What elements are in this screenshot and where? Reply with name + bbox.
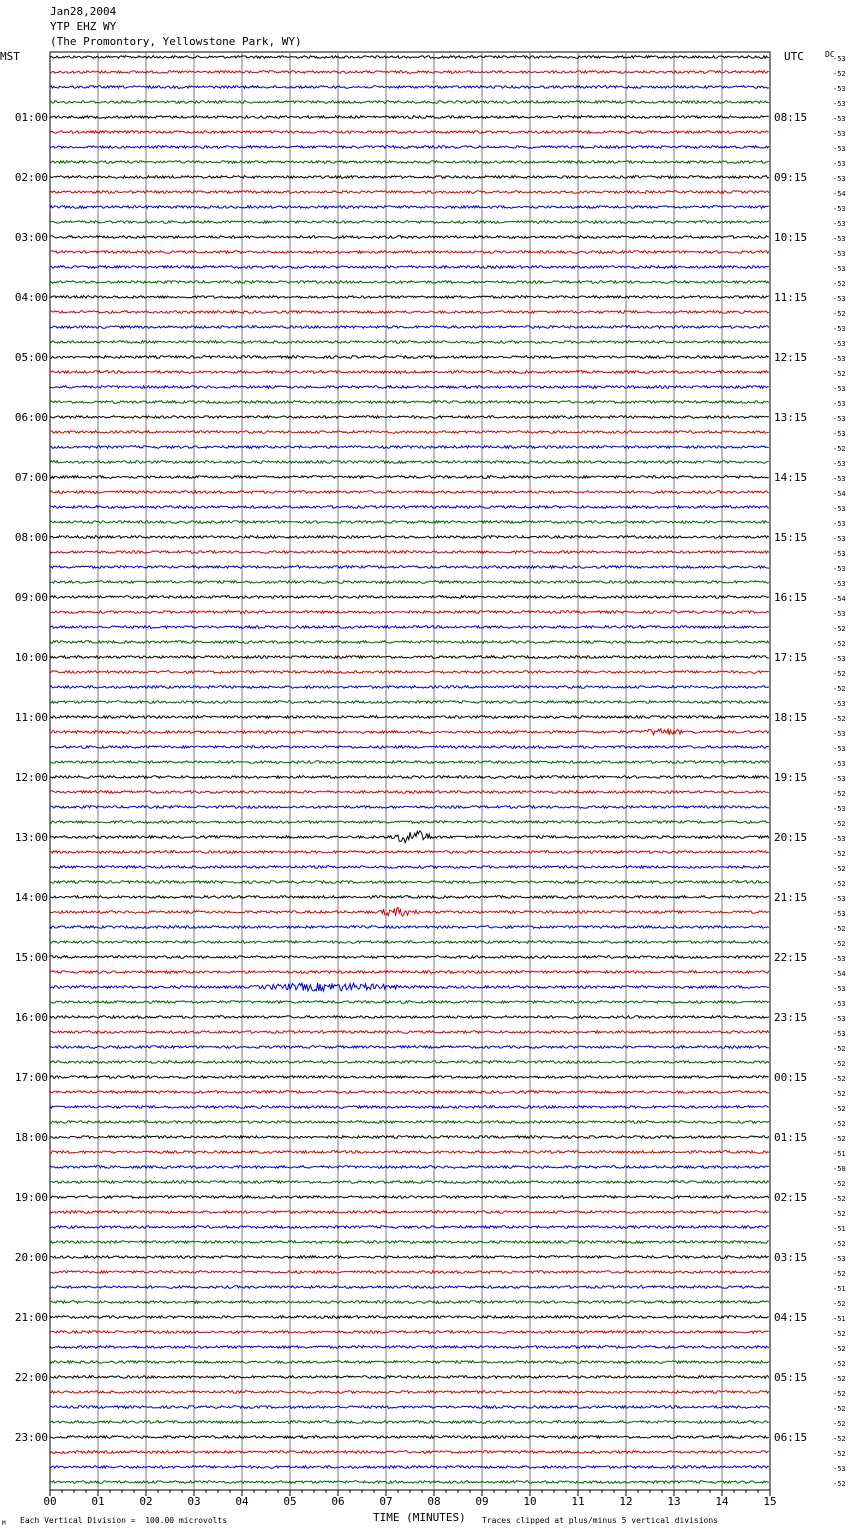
x-tick-label: 08 [427, 1495, 441, 1508]
dc-value: -53 [833, 205, 846, 213]
x-tick-label: 12 [619, 1495, 633, 1508]
dc-value: -52 [833, 625, 846, 633]
x-tick-label: 10 [523, 1495, 537, 1508]
seismic-trace [50, 371, 769, 374]
seismic-trace [50, 1406, 769, 1409]
dc-value: -53 [833, 1465, 846, 1473]
dc-value: -53 [833, 550, 846, 558]
right-hour-label: 06:15 [774, 1431, 808, 1444]
seismic-trace [50, 56, 769, 59]
right-hour-label: 20:15 [774, 831, 808, 844]
seismic-trace [50, 1316, 769, 1319]
dc-value: -52 [833, 1135, 846, 1143]
dc-value: -52 [833, 280, 846, 288]
seismic-trace [50, 1376, 769, 1379]
x-tick-label: 11 [571, 1495, 585, 1508]
dc-value: -53 [833, 610, 846, 618]
seismic-trace [50, 101, 769, 104]
seismic-trace [50, 776, 769, 779]
seismic-trace [50, 356, 769, 359]
left-hour-label: 22:00 [14, 1371, 48, 1384]
dc-value: -52 [833, 1210, 846, 1218]
seismic-trace [50, 1001, 769, 1004]
dc-value: -52 [833, 820, 846, 828]
dc-value: -52 [833, 1360, 846, 1368]
dc-value: -50 [833, 1165, 846, 1173]
chart-date: Jan28,2004 [50, 5, 117, 18]
dc-value: -52 [833, 850, 846, 858]
seismic-trace [50, 206, 769, 209]
right-hour-label: 03:15 [774, 1251, 808, 1264]
dc-value: -53 [833, 475, 846, 483]
right-hour-label: 18:15 [774, 711, 808, 724]
seismic-trace [50, 866, 769, 869]
dc-value: -53 [833, 355, 846, 363]
right-hour-label: 19:15 [774, 771, 808, 784]
right-hour-label: 04:15 [774, 1311, 808, 1324]
seismic-trace [50, 791, 769, 794]
dc-value: -53 [833, 520, 846, 528]
dc-value: -51 [833, 1225, 846, 1233]
x-tick-label: 13 [667, 1495, 681, 1508]
seismic-trace [50, 851, 769, 854]
seismic-trace [50, 1241, 769, 1244]
x-tick-label: 09 [475, 1495, 489, 1508]
dc-value: -52 [833, 640, 846, 648]
seismic-trace [50, 761, 769, 764]
right-hour-label: 12:15 [774, 351, 808, 364]
seismic-trace [50, 431, 769, 434]
left-hour-label: 14:00 [14, 891, 48, 904]
dc-value: -52 [833, 790, 846, 798]
seismic-trace [50, 266, 769, 269]
left-hour-label: 17:00 [14, 1071, 48, 1084]
dc-value: -52 [833, 880, 846, 888]
seismic-trace [50, 1106, 769, 1109]
left-hour-label: 13:00 [14, 831, 48, 844]
dc-value: -52 [833, 1195, 846, 1203]
dc-value: -53 [833, 655, 846, 663]
seismic-trace [50, 686, 769, 689]
dc-value: -54 [833, 970, 846, 978]
right-hour-label: 17:15 [774, 651, 808, 664]
dc-value: -52 [833, 1450, 846, 1458]
dc-value: -52 [833, 1180, 846, 1188]
dc-value: -53 [833, 505, 846, 513]
seismic-trace [50, 1271, 769, 1274]
dc-value: -53 [833, 910, 846, 918]
vertical-division-note: Each Vertical Division = 100.00 microvolts [20, 1516, 228, 1525]
dc-value: -54 [833, 595, 846, 603]
dc-value: -53 [833, 460, 846, 468]
left-hour-label: 04:00 [14, 291, 48, 304]
seismic-trace [50, 176, 769, 179]
seismic-trace [50, 729, 769, 735]
right-hour-label: 08:15 [774, 111, 808, 124]
dc-value: -53 [833, 745, 846, 753]
seismic-trace [50, 341, 769, 344]
seismic-trace [50, 641, 769, 644]
dc-value: -52 [833, 715, 846, 723]
seismic-trace [50, 461, 769, 464]
seismic-trace [50, 191, 769, 194]
seismic-trace [50, 626, 769, 629]
seismic-trace [50, 971, 769, 974]
seismic-trace [50, 116, 769, 119]
dc-value: -53 [833, 1000, 846, 1008]
seismic-trace [50, 146, 769, 149]
x-tick-label: 02 [139, 1495, 153, 1508]
left-hour-label: 07:00 [14, 471, 48, 484]
dc-value: -53 [833, 955, 846, 963]
dc-value: -53 [833, 145, 846, 153]
seismic-trace [50, 1151, 769, 1154]
x-axis-title: TIME (MINUTES) [373, 1511, 466, 1524]
left-hour-label: 19:00 [14, 1191, 48, 1204]
seismic-trace [50, 566, 769, 569]
dc-value: -53 [833, 295, 846, 303]
dc-value: -52 [833, 1240, 846, 1248]
left-hour-label: 10:00 [14, 651, 48, 664]
dc-value: -53 [833, 805, 846, 813]
dc-value: -52 [833, 685, 846, 693]
seismic-trace [50, 1286, 769, 1289]
dc-value: -52 [833, 1390, 846, 1398]
seismic-trace [50, 1166, 769, 1169]
left-hour-label: 03:00 [14, 231, 48, 244]
left-hour-label: 16:00 [14, 1011, 48, 1024]
seismic-trace [50, 1226, 769, 1229]
x-tick-label: 14 [715, 1495, 729, 1508]
seismic-trace [50, 1046, 769, 1049]
seismic-trace [50, 1136, 769, 1139]
dc-value: -52 [833, 1300, 846, 1308]
dc-value: -51 [833, 1315, 846, 1323]
dc-value: -52 [833, 445, 846, 453]
seismic-trace [50, 1016, 769, 1019]
dc-value: -52 [833, 310, 846, 318]
seismic-trace [50, 821, 769, 824]
left-hour-label: 09:00 [14, 591, 48, 604]
dc-header-label: DC [825, 50, 835, 59]
seismic-trace [50, 1121, 769, 1124]
dc-value: -53 [833, 535, 846, 543]
right-hour-label: 23:15 [774, 1011, 808, 1024]
dc-value: -53 [833, 760, 846, 768]
seismic-trace [50, 1301, 769, 1304]
seismic-trace [50, 71, 769, 74]
seismic-trace [50, 956, 769, 959]
seismic-trace [50, 581, 769, 584]
seismic-trace [50, 1211, 769, 1214]
left-hour-label: 15:00 [14, 951, 48, 964]
seismic-trace [50, 251, 769, 254]
dc-value: -54 [833, 490, 846, 498]
seismic-trace [50, 926, 769, 929]
seismic-trace [50, 716, 769, 719]
dc-value: -53 [833, 130, 846, 138]
dc-value: -53 [833, 160, 846, 168]
seismic-trace [50, 831, 769, 843]
dc-value: -52 [833, 1480, 846, 1488]
x-tick-label: 15 [763, 1495, 777, 1508]
seismic-trace [50, 907, 769, 916]
dc-value: -52 [833, 1330, 846, 1338]
seismic-trace [50, 281, 769, 284]
dc-value: -53 [833, 580, 846, 588]
x-tick-label: 06 [331, 1495, 345, 1508]
seismic-trace [50, 536, 769, 539]
seismic-trace [50, 983, 769, 991]
dc-value: -52 [833, 1405, 846, 1413]
dc-value: -53 [833, 175, 846, 183]
dc-value: -53 [833, 100, 846, 108]
right-hour-label: 02:15 [774, 1191, 808, 1204]
left-hour-label: 23:00 [14, 1431, 48, 1444]
seismic-trace [50, 401, 769, 404]
seismic-trace [50, 386, 769, 389]
dc-value: -53 [833, 1030, 846, 1038]
dc-value: -53 [833, 235, 846, 243]
dc-value: -52 [833, 1045, 846, 1053]
seismic-trace [50, 1331, 769, 1334]
seismic-trace [50, 416, 769, 419]
dc-value: -52 [833, 1420, 846, 1428]
seismic-trace [50, 1196, 769, 1199]
dc-value: -53 [833, 220, 846, 228]
station-id: YTP EHZ WY [50, 20, 117, 33]
dc-value: -52 [833, 70, 846, 78]
dc-value: -54 [833, 190, 846, 198]
right-hour-label: 09:15 [774, 171, 808, 184]
seismic-trace [50, 1451, 769, 1454]
right-hour-label: 21:15 [774, 891, 808, 904]
dc-value: -53 [833, 325, 846, 333]
dc-value: -52 [833, 1375, 846, 1383]
dc-value: -52 [833, 1435, 846, 1443]
seismic-trace [50, 1076, 769, 1079]
dc-value: -52 [833, 925, 846, 933]
seismic-trace [50, 1391, 769, 1394]
seismic-trace [50, 611, 769, 614]
dc-value: -52 [833, 940, 846, 948]
seismic-trace [50, 701, 769, 704]
dc-value: -53 [833, 400, 846, 408]
right-hour-label: 05:15 [774, 1371, 808, 1384]
dc-value: -53 [833, 1015, 846, 1023]
left-timezone-label: MST [0, 50, 20, 63]
left-hour-label: 21:00 [14, 1311, 48, 1324]
seismic-trace [50, 1346, 769, 1349]
dc-value: -53 [833, 340, 846, 348]
x-tick-label: 00 [43, 1495, 57, 1508]
seismic-trace [50, 1091, 769, 1094]
left-hour-label: 05:00 [14, 351, 48, 364]
x-tick-label: 03 [187, 1495, 201, 1508]
x-tick-label: 05 [283, 1495, 297, 1508]
dc-value: -53 [833, 835, 846, 843]
seismic-trace [50, 491, 769, 494]
dc-value: -52 [833, 1345, 846, 1353]
dc-value: -52 [833, 1270, 846, 1278]
seismic-trace [50, 1466, 769, 1469]
dc-value: -52 [833, 1120, 846, 1128]
dc-value: -53 [833, 55, 846, 63]
right-hour-label: 14:15 [774, 471, 808, 484]
seismic-trace [50, 896, 769, 899]
right-hour-label: 13:15 [774, 411, 808, 424]
right-hour-label: 00:15 [774, 1071, 808, 1084]
seismic-trace [50, 311, 769, 314]
seismic-trace [50, 131, 769, 134]
right-hour-label: 01:15 [774, 1131, 808, 1144]
x-tick-label: 07 [379, 1495, 393, 1508]
seismic-trace [50, 161, 769, 164]
right-hour-label: 15:15 [774, 531, 808, 544]
dc-value: -52 [833, 1105, 846, 1113]
dc-value: -52 [833, 865, 846, 873]
dc-value: -53 [833, 730, 846, 738]
dc-value: -52 [833, 1075, 846, 1083]
seismic-trace [50, 1421, 769, 1424]
seismic-trace [50, 221, 769, 224]
dc-value: -53 [833, 250, 846, 258]
seismic-trace [50, 551, 769, 554]
seismic-trace [50, 86, 769, 89]
right-hour-label: 16:15 [774, 591, 808, 604]
seismic-trace [50, 506, 769, 509]
seismic-trace [50, 806, 769, 809]
dc-value: -53 [833, 265, 846, 273]
dc-value: -51 [833, 1150, 846, 1158]
left-hour-label: 01:00 [14, 111, 48, 124]
dc-value: -53 [833, 430, 846, 438]
seismic-trace [50, 596, 769, 599]
dc-value: -52 [833, 370, 846, 378]
left-hour-label: 12:00 [14, 771, 48, 784]
dc-value: -53 [833, 115, 846, 123]
seismic-trace [50, 1256, 769, 1259]
seismic-trace [50, 671, 769, 674]
seismic-trace [50, 1031, 769, 1034]
right-hour-label: 22:15 [774, 951, 808, 964]
clipping-note: Traces clipped at plus/minus 5 vertical divisions [482, 1516, 719, 1525]
dc-value: -53 [833, 775, 846, 783]
seismic-trace [50, 1361, 769, 1364]
left-hour-label: 11:00 [14, 711, 48, 724]
seismic-trace [50, 1436, 769, 1439]
left-hour-label: 20:00 [14, 1251, 48, 1264]
seismic-trace [50, 656, 769, 659]
dc-value: -52 [833, 1090, 846, 1098]
dc-value: -53 [833, 985, 846, 993]
dc-value: -53 [833, 385, 846, 393]
seismic-trace [50, 881, 769, 884]
seismic-trace [50, 521, 769, 524]
seismic-trace [50, 1181, 769, 1184]
seismic-trace [50, 446, 769, 449]
left-hour-label: 02:00 [14, 171, 48, 184]
left-hour-label: 08:00 [14, 531, 48, 544]
seismic-trace [50, 941, 769, 944]
seismic-trace [50, 476, 769, 479]
seismic-trace [50, 746, 769, 749]
x-tick-label: 01 [91, 1495, 105, 1508]
dc-value: -51 [833, 1285, 846, 1293]
x-tick-label: 04 [235, 1495, 249, 1508]
seismic-trace [50, 326, 769, 329]
dc-value: -53 [833, 895, 846, 903]
seismic-trace [50, 1481, 769, 1484]
dc-value: -53 [833, 415, 846, 423]
seismic-trace [50, 296, 769, 299]
left-hour-label: 06:00 [14, 411, 48, 424]
right-hour-label: 11:15 [774, 291, 808, 304]
seismic-trace [50, 236, 769, 239]
corner-mark: M [2, 1520, 6, 1527]
dc-value: -53 [833, 700, 846, 708]
dc-value: -53 [833, 1255, 846, 1263]
right-timezone-label: UTC [784, 50, 804, 63]
dc-value: -52 [833, 670, 846, 678]
seismic-trace [50, 1061, 769, 1064]
dc-value: -52 [833, 1060, 846, 1068]
right-hour-label: 10:15 [774, 231, 808, 244]
left-hour-label: 18:00 [14, 1131, 48, 1144]
dc-value: -53 [833, 565, 846, 573]
dc-value: -53 [833, 85, 846, 93]
station-location: (The Promontory, Yellowstone Park, WY) [50, 35, 302, 48]
